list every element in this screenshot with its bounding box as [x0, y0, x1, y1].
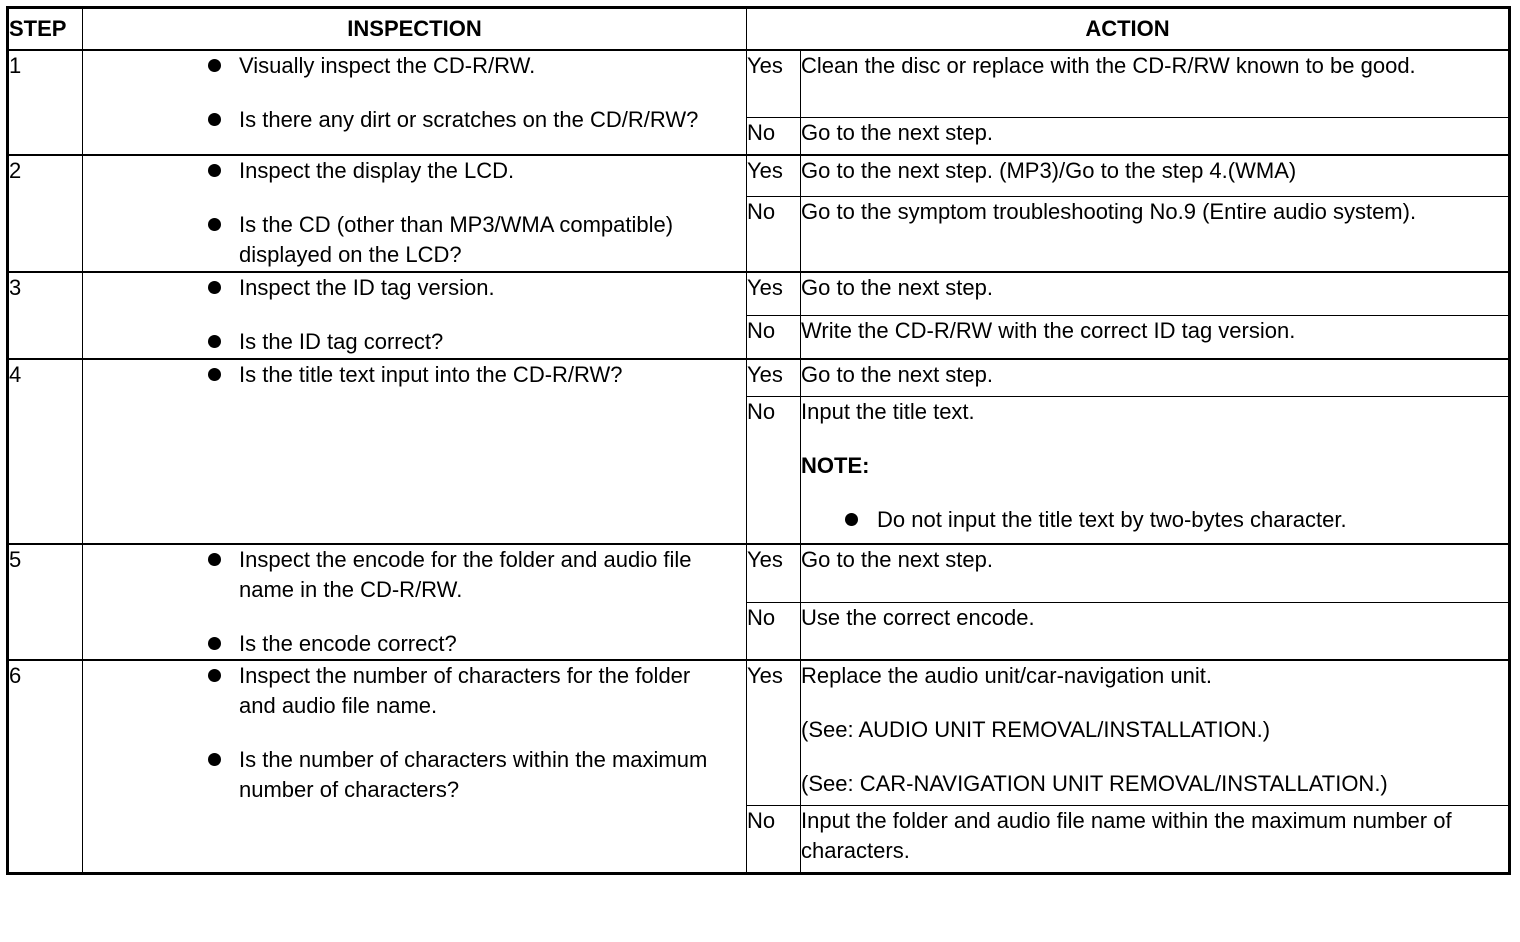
inspection-item: Is the encode correct?: [83, 629, 746, 659]
bullet-icon: [208, 553, 221, 566]
header-action: ACTION: [747, 8, 1510, 51]
no-label: No: [747, 316, 801, 360]
bullet-icon: [208, 59, 221, 72]
bullet-icon: [208, 281, 221, 294]
yes-action: Go to the next step. (MP3)/Go to the step 4.(WMA): [801, 155, 1510, 197]
yes-action: Replace the audio unit/car-navigation unit. (See: AUDIO UNIT REMOVAL/INSTALLATION.) (See: CAR-NAVIGATION UNIT REMOVAL/INSTALLATION.): [801, 660, 1510, 806]
reference-car-navigation-unit: (See: CAR-NAVIGATION UNIT REMOVAL/INSTALLATION.): [801, 771, 1388, 796]
yes-label: Yes: [747, 544, 801, 602]
step-number: 4: [8, 359, 83, 544]
inspection-cell: [83, 660, 747, 874]
table-row: [8, 272, 1510, 316]
yes-action: Go to the next step.: [801, 359, 1510, 397]
no-action: Go to the next step.: [801, 118, 1510, 156]
no-action: Input the title text. NOTE: Do not input the title text by two-bytes character.: [801, 397, 1510, 545]
bullet-icon: [208, 164, 221, 177]
yes-label: Yes: [747, 359, 801, 397]
yes-label: Yes: [747, 660, 801, 806]
step-number: 1: [8, 50, 83, 155]
bullet-icon: [208, 753, 221, 766]
inspection-item: Is there any dirt or scratches on the CD/R/RW?: [83, 105, 746, 135]
inspection-cell: [83, 359, 747, 544]
inspection-item: Is the title text input into the CD-R/RW?: [83, 360, 746, 390]
inspection-item: Inspect the number of characters for the folder and audio file name.: [83, 661, 746, 721]
yes-label: Yes: [747, 155, 801, 197]
inspection-item: Inspect the ID tag version.: [83, 273, 746, 303]
inspection-item: Is the number of characters within the maximum number of characters?: [83, 745, 746, 805]
no-label: No: [747, 806, 801, 874]
no-action: Write the CD-R/RW with the correct ID tag version.: [801, 316, 1510, 360]
no-label: No: [747, 602, 801, 660]
inspection-item: Visually inspect the CD-R/RW.: [83, 51, 746, 81]
inspection-cell: [83, 50, 747, 155]
yes-label: Yes: [747, 50, 801, 118]
table-row: [8, 359, 1510, 397]
inspection-item: Is the CD (other than MP3/WMA compatible) displayed on the LCD?: [83, 210, 746, 270]
bullet-icon: [845, 513, 858, 526]
inspection-cell: [83, 155, 747, 272]
no-action: Go to the symptom troubleshooting No.9 (Entire audio system).: [801, 197, 1510, 273]
inspection-cell: [83, 272, 747, 359]
bullet-icon: [208, 637, 221, 650]
reference-audio-unit: (See: AUDIO UNIT REMOVAL/INSTALLATION.): [801, 717, 1271, 742]
table-row: [8, 155, 1510, 197]
header-row: [8, 8, 1510, 51]
no-action: Input the folder and audio file name within the maximum number of characters.: [801, 806, 1510, 874]
no-label: No: [747, 397, 801, 545]
header-step: STEP: [8, 8, 83, 51]
inspection-item: Inspect the display the LCD.: [83, 156, 746, 186]
note-item: Do not input the title text by two-bytes character.: [801, 505, 1508, 535]
bullet-icon: [208, 368, 221, 381]
no-action: Use the correct encode.: [801, 602, 1510, 660]
inspection-cell: [83, 544, 747, 660]
yes-label: Yes: [747, 272, 801, 316]
step-number: 3: [8, 272, 83, 359]
note-title: NOTE:: [801, 453, 870, 478]
inspection-item: Inspect the encode for the folder and audio file name in the CD-R/RW.: [83, 545, 746, 605]
yes-action: Go to the next step.: [801, 272, 1510, 316]
table-row: [8, 660, 1510, 806]
header-inspection: INSPECTION: [83, 8, 747, 51]
inspection-item: Is the ID tag correct?: [83, 327, 746, 357]
step-number: 5: [8, 544, 83, 660]
bullet-icon: [208, 113, 221, 126]
step-number: 2: [8, 155, 83, 272]
troubleshooting-table: [6, 6, 1511, 875]
bullet-icon: [208, 335, 221, 348]
no-label: No: [747, 197, 801, 273]
table-row: [8, 50, 1510, 118]
step-number: 6: [8, 660, 83, 874]
table-row: [8, 544, 1510, 602]
bullet-icon: [208, 669, 221, 682]
yes-action: Clean the disc or replace with the CD-R/RW known to be good.: [801, 50, 1510, 118]
yes-action: Go to the next step.: [801, 544, 1510, 602]
bullet-icon: [208, 218, 221, 231]
no-label: No: [747, 118, 801, 156]
